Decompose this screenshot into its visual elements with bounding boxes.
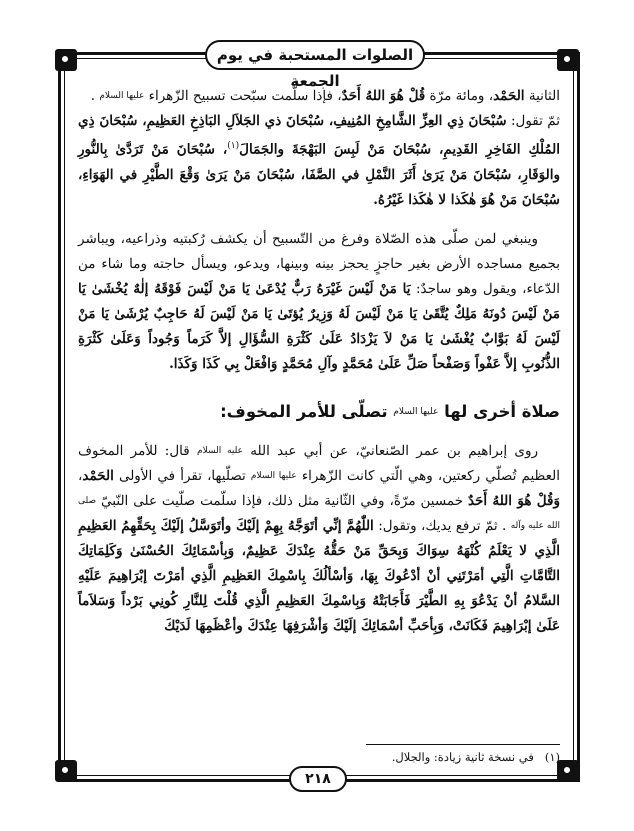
paragraph-narration [78,439,560,639]
honorific-glyph: عليها السلام [99,91,145,101]
corner-ornament-icon [557,760,579,782]
text: تصلّيها، تقرأ في الأولى [113,467,251,484]
dua-text: يَا مَنْ لَيْسَ غَيْرَهُ رَبٌّ يُدْعَىٰ يَا مَنْ لَيْسَ فَوْقَهُ إلٰهٌ يُخْشَىٰ يَا مَنْ لَيْسَ دُونَهُ مَلِكٌ يُتَّقَىٰ يَا مَنْ لَيْسَ لَهُ وَزِيرٌ يُؤتَىٰ يَا مَنْ لَيْسَ لَهُ حَاجِبٌ يُرْشَىٰ يَا مَنْ لَيْسَ لَهُ بَوَّابٌ يُغْشَىٰ يَا مَنْ لاَ يَزْدَادُ عَلَىٰ كَثْرَةِ السُّؤَالِ إلاَّ كَرَماً وَجُوداً وَعَلَىٰ كَثْرَةِ الذُّنُوبِ إلاَّ عَفْواً وَصَفْحاً صَلِّ عَلَىٰ مُحَمَّدٍ وآلِ مُحَمَّدٍ وَافْعَلْ بِي كَذَا وَكَذَا. [78,280,560,372]
corner-ornament-icon [557,49,579,71]
text: قال: للأمر المخوف العظيم تُصلّي ركعتين، وهي الّتي كانت الزّهراء [78,442,561,484]
text: . ثمّ ترفع يديك، وتقول: [373,517,511,534]
footnote-marker: (١) [544,750,560,764]
text: خمسين مرّةً، وفي الثّانية مثل ذلك، فإذا سلّمت صلّيت على النّبيّ [96,492,468,509]
honorific-glyph: صلى الله عليه وآله [78,495,560,531]
quran-ref: قُلْ هُوَ اللهُ أَحَدٌ [341,88,426,104]
quran-ref: وَقُلْ هُوَ اللهُ أَحَدٌ [467,492,560,509]
text: ، [78,467,83,484]
honorific-glyph: عليها السلام [393,406,439,417]
page-number: ٢١٨ [305,771,331,787]
text: الثانية [524,88,560,104]
dua-text: اللّٰهُمَّ إنِّي أتَوَجَّهُ بِهِمْ إلَيْكَ وأتَوَسَّلُ إلَيْكَ بِحَقِّهِمُ العَظِيمِ الَّذِي لا يَعْلَمُ كُنْهَهُ سِوَاكَ وَبِحَقِّ مَنْ حَقُّهُ عِنْدَكَ عَظِيمٌ، وَبِأسْمَائِكَ الحُسْنَىٰ وَكَلِمَاتِكَ التَّامَّاتِ الَّتِي أمَرْتَنِي أنْ أدْعُوكَ بِهَا، وَأسْألُكَ بِاسْمِكَ العَظِيمِ الَّذِي أمَرْتَ إبْرَاهِيمَ عَلَيْهِ السَّلامُ أنْ يَدْعُوَ بِهِ الطَّيْرَ فَأَجَابَتْهُ وَبِاسْمِكَ العَظِيمِ الَّذِي قُلْتَ لِلنَّارِ كُونِي بَرْداً وَسَلاَماً عَلَىٰ إبْرَاهِيمَ فَكَانَتْ، وَبِأحَبِّ أسْمَائِكَ إلَيْكَ وَأشْرَفِهَا عِنْدَكَ وأعْظَمِهَا لَدَيْكَ [78,517,560,634]
corner-ornament-icon [55,760,77,782]
footnote-reference[interactable]: (١) [227,141,240,151]
footnote-divider [366,744,560,745]
quran-ref: الحَمْد [82,467,114,484]
quran-ref: الحَمْد [493,88,525,104]
text: روى إبراهيم بن عمر الصّنعانيّ، عن أبي عبد الله [243,442,539,459]
text: . [90,88,100,104]
paragraph-tasbih [78,84,560,213]
heading-text: صلاة أخرى لها [438,401,560,421]
text: ثمّ تقول: [506,113,560,129]
heading-text: تصلّى للأمر المخوف: [220,401,394,421]
section-heading [78,399,560,425]
running-header [205,40,425,90]
footnote-text: في نسخة ثانية زيادة: والجلال. [391,750,534,764]
page-number-cartouche [289,766,347,792]
text: وينبغي لمن صلّى هذه الصّلاة وفرغ من التّسبيح أن يكشف رُكبتيه وذراعيه، ويباشر بجميع مساجده الأرض بغير حاجزٍ يحجز بينه وبينها، ويدعو، ويسأل حاجته وما شاء من الدّعاء، ويقول وهو ساجدٌ: [78,230,560,297]
tasbih-text: ، سُبْحَانَ مَنْ تَرَدَّىٰ بِالنُّورِ والوَقَارِ، سُبْحَانَ مَنْ يَرَىٰ أَثَرَ النَّمْلِ في الصَّفَا، سُبْحَانَ مَنْ يَرَىٰ وَقْعَ الطَّيْرِ في الهَوَاءِ، سُبْحَانَ مَنْ هُوَ هٰكَذا لا هٰكَذا غَيْرُهُ. [78,141,560,208]
page-body [78,84,560,639]
text: ، ومائة مرّة [425,88,494,104]
tasbih-text: سُبْحَانَ ذِي العِزِّ الشَّامِخِ المُنِيفِ، سُبْحَانَ ذي الجَلاَلِ البَاذِخِ العَظِيمِ، سُبْحَانَ ذِي المُلْكِ الفَاخِرِ القَدِيمِ، سُبْحَانَ مَنْ لَبِسَ البَهْجَةَ والجَمَالَ [78,113,560,158]
paragraph-sujud [78,227,560,377]
corner-ornament-icon [55,49,77,71]
text: ، فإذا سلّمت سبّحت تسبيح الزّهراء [144,88,342,104]
footnote [300,748,560,766]
honorific-glyph: عليها السلام [250,470,297,481]
running-header-title: الصلوات المستحبة في يوم الجمعة [216,46,414,90]
honorific-glyph: عليه السلام [197,445,243,456]
